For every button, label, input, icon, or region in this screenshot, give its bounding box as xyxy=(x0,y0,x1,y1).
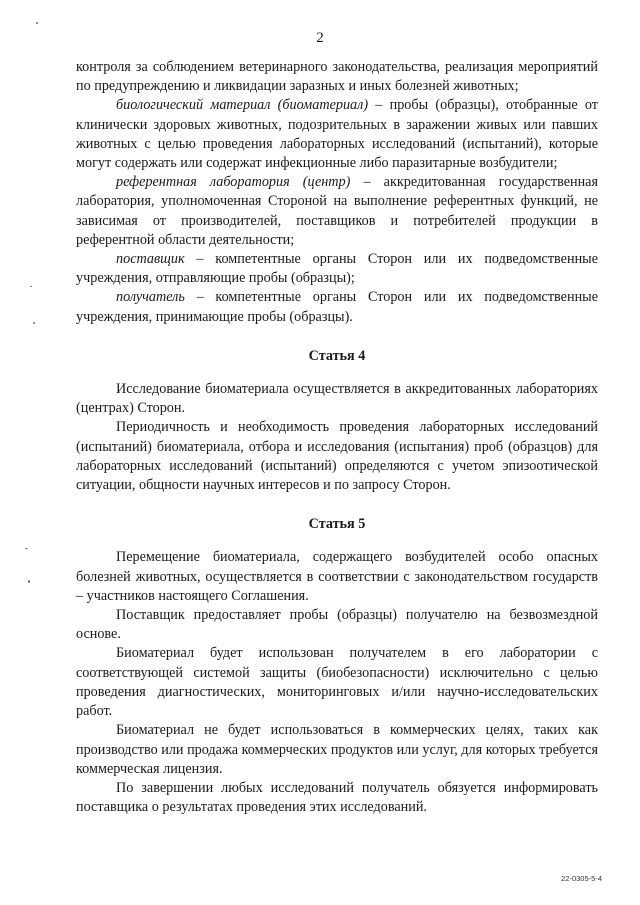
document-body xyxy=(76,58,598,817)
scan-speck xyxy=(25,548,28,549)
document-code: 22-0305-5-4 xyxy=(561,874,602,883)
continued-paragraph: контроля за соблюдением ветеринарного законодательства, реализация мероприятий по предупреждению и ликвидации заразных и иных болезней животных; xyxy=(76,59,598,95)
definition-text: – аккредитованная государственная лаборатория, уполномоченная Стороной на выполнение референтных функций, не зависимая от производителей, поставщиков и потребителей продукции в референтной области деятельности; xyxy=(76,174,599,248)
article-5-paragraph: Поставщик предоставляет пробы (образцы) получателю на безвозмездной основе. xyxy=(76,607,598,643)
definition-term: поставщик xyxy=(116,251,185,268)
scan-speck xyxy=(36,22,38,24)
article-5-paragraph: Биоматериал будет использован получателем в его лаборатории с соответствующей системой защиты (биобезопасности) исключительно с целью проведения диагностических, мониторинговых и/или научно-исследовательских работ. xyxy=(76,645,598,720)
page-number: 2 xyxy=(316,30,324,46)
article-4-paragraph: Периодичность и необходимость проведения лабораторных исследований (испытаний) биоматериала, отбора и исследования (испытания) проб (образцов) для лабораторных исследований (испытаний) определяются с учетом эпизоотической ситуации, общности научных интересов и по запросу Сторон. xyxy=(76,419,598,494)
definition-reference-lab xyxy=(76,173,598,250)
definition-term: получатель xyxy=(116,289,185,306)
definition-text: – компетентные органы Сторон или их подведомственные учреждения, отправляющие пробы (образцы); xyxy=(76,251,598,287)
article-4-paragraph: Исследование биоматериала осуществляется в аккредитованных лабораториях (центрах) Сторон. xyxy=(76,381,598,417)
scan-speck xyxy=(28,580,30,583)
article-5-heading: Статья 5 xyxy=(308,516,366,533)
article-5-paragraph: Биоматериал не будет использоваться в коммерческих целях, таких как производство или продажа коммерческих продуктов или услуг, для которых требуется коммерческая лицензия. xyxy=(76,722,598,777)
definition-recipient xyxy=(76,288,598,326)
article-5-paragraph: Перемещение биоматериала, содержащего возбудителей особо опасных болезней животных, осуществляется в соответствии с законодательством государств – участников настоящего Соглашения. xyxy=(76,549,598,604)
definition-text: – пробы (образцы), отобранные от клинически здоровых животных, подозрительных в заражении живых или павших животных с целью проведения лабораторных исследований (испытаний), которые могут содержать или содержат инфекционные либо паразитарные возбудители; xyxy=(76,97,598,172)
scan-speck xyxy=(30,286,32,287)
definition-term: биологический материал (биоматериал) xyxy=(116,97,369,114)
definition-term: референтная лаборатория (центр) xyxy=(116,174,351,191)
definition-text: – компетентные органы Сторон или их подведомственные учреждения, принимающие пробы (образцы). xyxy=(76,289,598,325)
definition-supplier xyxy=(76,250,598,288)
scan-speck xyxy=(33,322,35,324)
article-5-paragraph: По завершении любых исследований получатель обязуется информировать поставщика о результатах проведения этих исследований. xyxy=(76,779,598,816)
article-4-heading: Статья 4 xyxy=(308,347,366,364)
definition-biomaterial xyxy=(76,96,598,173)
